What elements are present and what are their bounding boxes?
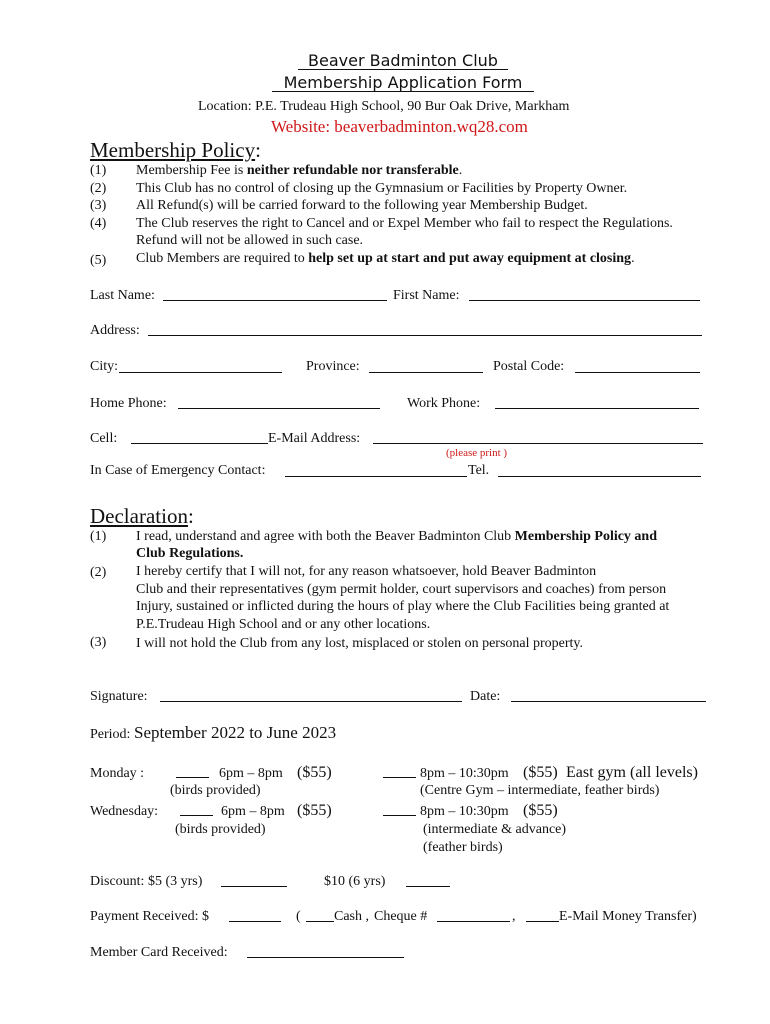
monday-late-gym: East gym (all levels) (566, 764, 698, 781)
monday-late-checkbox[interactable] (383, 777, 416, 778)
declaration-item-1-bold: Membership Policy and (514, 529, 658, 544)
province-field[interactable] (369, 372, 483, 373)
emt-label: E-Mail Money Transfer) (559, 909, 697, 924)
tel-field[interactable] (498, 476, 701, 477)
policy-num-2: (2) (90, 181, 107, 196)
declaration-item-1 (136, 528, 657, 545)
policy-num-3: (3) (90, 198, 107, 213)
wednesday-early-time: 6pm – 8pm (221, 804, 285, 819)
discount-6yr-field[interactable] (406, 886, 450, 887)
policy-item-5-pre: Club Members are required to (136, 251, 309, 266)
wednesday-late-note-2: (feather birds) (423, 840, 503, 855)
signature-field[interactable] (160, 701, 462, 702)
wednesday-late-note-1: (intermediate & advance) (423, 822, 567, 837)
wednesday-late-price: ($55) (523, 802, 558, 819)
please-print-note: (please print ) (446, 447, 508, 459)
payment-received-label: Payment Received: $ (90, 909, 209, 924)
policy-item-1 (136, 162, 462, 179)
work-phone-field[interactable] (495, 408, 699, 409)
monday-early-time: 6pm – 8pm (219, 766, 283, 781)
emergency-contact-label: In Case of Emergency Contact: (90, 463, 266, 478)
payment-open-paren: ( (296, 909, 301, 924)
discount-3yr-label: Discount: $5 (3 yrs) (90, 874, 203, 889)
monday-early-note: (birds provided) (170, 783, 261, 798)
member-card-label: Member Card Received: (90, 945, 228, 960)
cash-label: Cash , (334, 909, 369, 924)
wednesday-label: Wednesday: (90, 804, 159, 819)
policy-heading-text: Membership Policy (90, 138, 256, 162)
wednesday-late-time: 8pm – 10:30pm (420, 804, 509, 819)
monday-late-price: ($55) (523, 764, 558, 781)
home-phone-field[interactable] (178, 408, 380, 409)
cheque-number-field[interactable] (437, 921, 510, 922)
period-value: September 2022 to June 2023 (134, 723, 337, 742)
policy-item-4-cont: Refund will not be allowed in such case. (136, 233, 364, 248)
policy-item-5 (136, 250, 635, 267)
address-field[interactable] (148, 335, 702, 336)
declaration-num-1: (1) (90, 529, 107, 544)
payment-comma: , (512, 909, 516, 924)
address-label: Address: (90, 323, 140, 338)
postal-code-field[interactable] (575, 372, 700, 373)
declaration-heading-colon: : (187, 504, 194, 528)
policy-item-1-bold: neither refundable nor transferable (246, 163, 459, 178)
policy-item-1-pre: Membership Fee is (136, 163, 247, 178)
emergency-contact-field[interactable] (285, 476, 467, 477)
declaration-heading (90, 504, 194, 528)
date-label: Date: (470, 689, 501, 704)
first-name-field[interactable] (469, 300, 700, 301)
club-name: Beaver Badminton Club (308, 51, 498, 70)
monday-label: Monday : (90, 766, 145, 781)
tel-label: Tel. (468, 463, 490, 478)
policy-item-5-bold: help set up at start and put away equipment at closing (308, 251, 632, 266)
last-name-field[interactable] (163, 300, 387, 301)
wednesday-early-note: (birds provided) (175, 822, 266, 837)
emt-checkbox[interactable] (526, 921, 559, 922)
member-card-field[interactable] (247, 957, 404, 958)
policy-item-3: All Refund(s) will be carried forward to the following year Membership Budget. (136, 198, 588, 213)
wednesday-early-checkbox[interactable] (180, 815, 213, 816)
declaration-item-1-cont (136, 545, 243, 562)
club-name-underline (298, 69, 508, 70)
policy-heading-colon: : (255, 138, 261, 162)
city-label: City: (90, 359, 119, 374)
cell-field[interactable] (131, 443, 268, 444)
declaration-item-2-line-1: I hereby certify that I will not, for any reason whatsoever, hold Beaver Badminton (136, 564, 597, 579)
cash-checkbox[interactable] (306, 921, 334, 922)
postal-code-label: Postal Code: (493, 359, 565, 374)
email-label: E-Mail Address: (268, 431, 361, 446)
monday-early-price: ($55) (297, 764, 332, 781)
declaration-item-2-line-2: Club and their representatives (gym permit holder, court supervisors and coaches) from person (136, 582, 667, 597)
policy-heading (90, 138, 261, 162)
monday-early-checkbox[interactable] (176, 777, 209, 778)
discount-6yr-label: $10 (6 yrs) (324, 874, 386, 889)
policy-item-5-post: . (631, 251, 635, 266)
wednesday-late-checkbox[interactable] (383, 815, 416, 816)
declaration-item-2-line-4: P.E.Trudeau High School and or any other locations. (136, 617, 431, 632)
cell-label: Cell: (90, 431, 118, 446)
cheque-label: Cheque # (374, 909, 428, 924)
declaration-num-3: (3) (90, 635, 107, 650)
last-name-label: Last Name: (90, 288, 155, 303)
declaration-item-3: I will not hold the Club from any lost, misplaced or stolen on personal property. (136, 636, 584, 651)
payment-amount-field[interactable] (229, 921, 281, 922)
website-link[interactable]: Website: beaverbadminton.wq28.com (271, 117, 528, 136)
policy-num-4: (4) (90, 216, 107, 231)
home-phone-label: Home Phone: (90, 396, 167, 411)
city-field[interactable] (119, 372, 282, 373)
policy-num-5: (5) (90, 253, 107, 268)
declaration-item-1-bold2: Club Regulations. (136, 546, 244, 561)
wednesday-early-price: ($55) (297, 802, 332, 819)
email-field[interactable] (373, 443, 703, 444)
location-text: Location: P.E. Trudeau High School, 90 Bur Oak Drive, Markham (198, 99, 570, 114)
monday-late-note: (Centre Gym – intermediate, feather birds) (420, 783, 660, 798)
signature-label: Signature: (90, 689, 148, 704)
declaration-item-2-line-3: Injury, sustained or inflicted during the hours of play where the Club Facilities being granted at (136, 599, 670, 614)
province-label: Province: (306, 359, 360, 374)
first-name-label: First Name: (393, 288, 460, 303)
policy-num-1: (1) (90, 163, 107, 178)
monday-late-time: 8pm – 10:30pm (420, 766, 509, 781)
declaration-num-2: (2) (90, 565, 107, 580)
discount-3yr-field[interactable] (221, 886, 287, 887)
date-field[interactable] (511, 701, 706, 702)
form-title: Membership Application Form (283, 73, 523, 92)
policy-item-1-post: . (458, 163, 463, 178)
work-phone-label: Work Phone: (407, 396, 481, 411)
policy-item-4: The Club reserves the right to Cancel and or Expel Member who fail to respect the Regulations. (136, 216, 673, 231)
declaration-heading-text: Declaration (90, 504, 188, 528)
declaration-item-1-pre: I read, understand and agree with both the Beaver Badminton Club (136, 529, 515, 544)
period-label: Period: (90, 727, 131, 742)
policy-item-2: This Club has no control of closing up the Gymnasium or Facilities by Property Owner. (136, 181, 628, 196)
form-title-underline (272, 91, 534, 92)
